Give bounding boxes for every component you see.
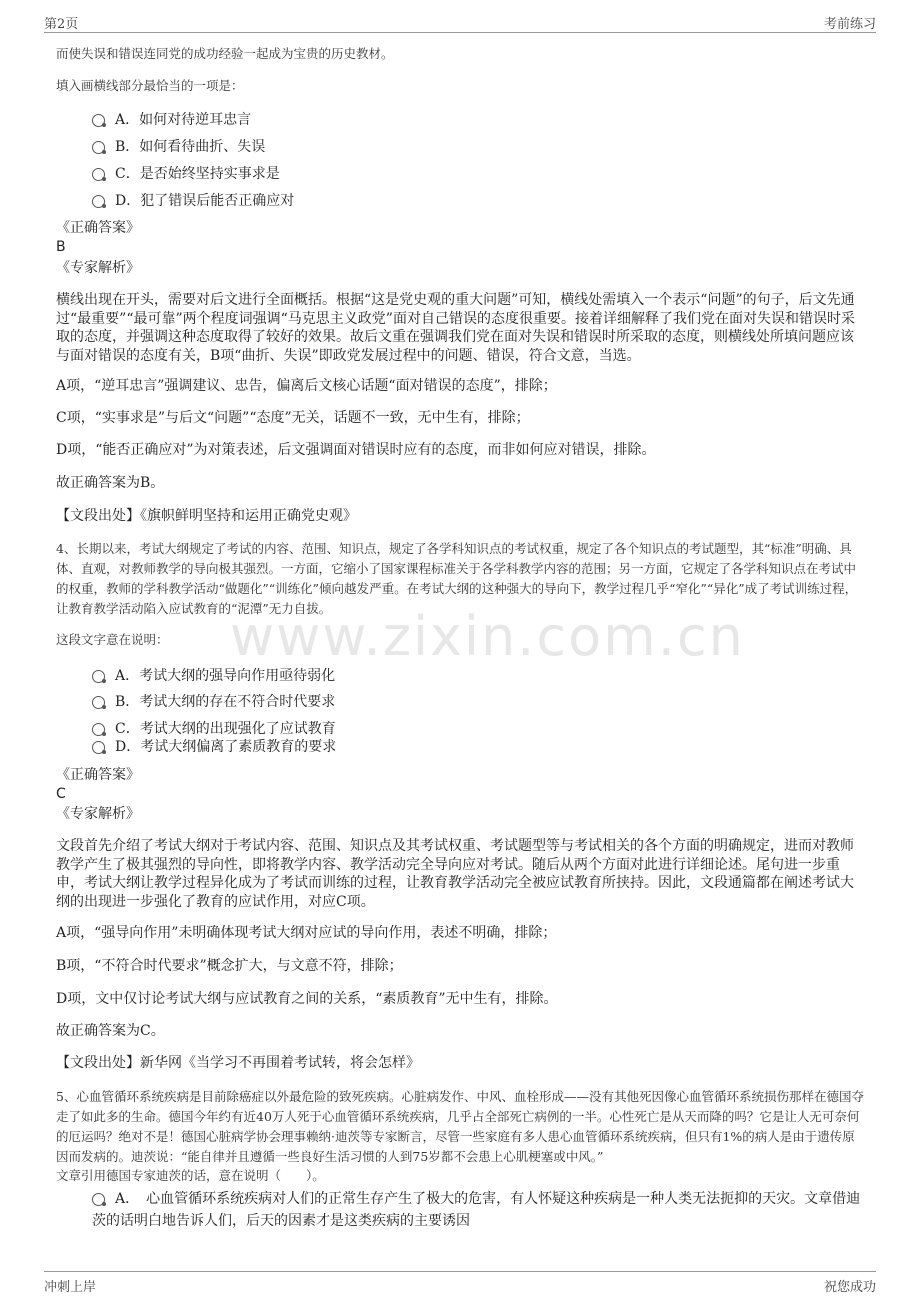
q4-conclusion: 故正确答案为C。 (56, 1023, 165, 1039)
radio-icon[interactable] (92, 114, 105, 127)
q4-analysis-a: A项，“强导向作用”未明确体现考试大纲对应试的导向作用，表述不明确，排除； (56, 925, 557, 941)
radio-icon[interactable] (92, 696, 105, 709)
q4-source: 【文段出处】新华网《当学习不再围着考试转，将会怎样》 (56, 1055, 420, 1071)
q3-analysis: 横线出现在开头，需要对后文进行全面概括。根据“这是党史观的重大问题”可知，横线处需填入一个表示“问题”的句子，后文先通过“最重要”“最可靠”两个程度词强调“马克思主义政党”面对自己错误的态度很重要。接着详细解释了我们党在面对失误和错误时采取的态度，并强调这种态度取得了较好的效果。故后文重在强调我们党在面对失误和错误时所采取的态度，则横线处所填问题应该与面对错误的态度有关，B项“曲折、失误”即政党发展过程中的问题、错误，符合文意，当选。 (56, 292, 855, 364)
q3-analysis-c: C项，“实事求是”与后文“问题”“态度”无关，话题不一致，无中生有，排除； (56, 410, 530, 426)
q4-option-b[interactable]: B．考试大纲的存在不符合时代要求 (92, 692, 335, 712)
q4-option-c[interactable]: C．考试大纲的出现强化了应试教育 (92, 719, 336, 739)
footer-left: 冲刺上岸 (44, 1280, 97, 1295)
q4-answer-label: 《正确答案》 (56, 767, 140, 783)
q5-option-a[interactable]: A． 心血管循环系统疾病对人们的正常生存产生了极大的危害，有人怀疑这种疾病是一种人类无法扼抑的天灾。文章借迪茨的话明白地告诉人们，后天的因素才是这类疾病的主要诱因 (92, 1191, 861, 1229)
page-number: 第2页 (44, 17, 79, 32)
q4-option-a[interactable]: A．考试大纲的强导向作用亟待弱化 (92, 666, 335, 686)
radio-icon[interactable] (92, 141, 105, 154)
q3-option-c[interactable]: C．是否始终坚持实事求是 (92, 164, 280, 184)
footer-right: 祝您成功 (823, 1280, 876, 1295)
radio-icon[interactable] (92, 741, 105, 754)
page-header (44, 10, 876, 33)
q3-answer-label: 《正确答案》 (56, 220, 140, 236)
q4-analysis-label: 《专家解析》 (56, 806, 140, 822)
watermark: www.zixin.com.cn (230, 605, 745, 668)
radio-icon[interactable] (92, 723, 105, 736)
q3-analysis-label: 《专家解析》 (56, 260, 140, 276)
radio-icon[interactable] (92, 168, 105, 181)
q3-intro: 而使失误和错误连同党的成功经验一起成为宝贵的历史教材。 (56, 46, 394, 61)
q3-option-b[interactable]: B．如何看待曲折、失误 (92, 137, 265, 157)
q3-answer: B (56, 239, 66, 255)
q3-prompt: 填入画横线部分最恰当的一项是： (56, 78, 244, 93)
page-footer (44, 1271, 876, 1295)
q3-source: 【文段出处】《旗帜鲜明坚持和运用正确党史观》 (56, 508, 357, 524)
radio-icon[interactable] (92, 195, 105, 208)
q5-stem: 5、心血管循环系统疾病是目前除癌症以外最危险的致死疾病。心脏病发作、中风、血栓形成——没有其他死因像心血管循环系统损伤那样在德国夺走了如此多的生命。德国今年约有近40万人死于心血管循环系统疾病，几乎占全部死亡病例的一半。心性死亡是从天而降的吗？它是让人无可奈何的厄运吗？绝对不是！德国心脏病学协会理事赖纳·迪茨等专家断言，尽管一些家庭有多人患心血管循环系统疾病，但只有1%的病人是由于遗传原因而发病的。迪茨说：“能自律并且遵循一些良好生活习惯的人到75岁都不会患上心肌梗塞或中风。” (56, 1089, 864, 1164)
header-title: 考前练习 (823, 17, 876, 32)
q4-analysis-d: D项，文中仅讨论考试大纲与应试教育之间的关系，“素质教育”无中生有，排除。 (56, 991, 558, 1007)
q4-analysis: 文段首先介绍了考试大纲对于考试内容、范围、知识点及其考试权重、考试题型等与考试相关的各个方面的明确规定，进而对教师教学产生了极其强烈的导向性，即将教学内容、教学活动完全导向应对考试。随后从两个方面对此进行详细论述。尾句进一步重申，考试大纲让教学过程异化成为了考试而训练的过程，让教育教学活动完全被应试教育所挟持。因此，文段通篇都在阐述考试大纲的出现进一步强化了教育的应试作用，对应C项。 (56, 838, 854, 910)
radio-icon[interactable] (92, 1193, 105, 1206)
q4-answer: C (56, 786, 66, 802)
q4-prompt: 这段文字意在说明： (56, 632, 169, 647)
radio-icon[interactable] (92, 670, 105, 683)
q4-option-d[interactable]: D．考试大纲偏离了素质教育的要求 (92, 737, 336, 757)
q3-option-d[interactable]: D．犯了错误后能否正确应对 (92, 191, 294, 211)
q3-analysis-a: A项，“逆耳忠言”强调建议、忠告，偏离后文核心话题“面对错误的态度”，排除； (56, 378, 557, 394)
q3-analysis-d: D项，“能否正确应对”为对策表述，后文强调面对错误时应有的态度，而非如何应对错误，排除。 (56, 442, 656, 458)
q5-prompt: 文章引用德国专家迪茨的话，意在说明（ ）。 (56, 1168, 325, 1183)
q4-stem: 4、长期以来，考试大纲规定了考试的内容、范围、知识点，规定了各学科知识点的考试权重，规定了各个知识点的考试题型，其“标准”明确、具体、直观，对教师教学的导向极其强烈。一方面，它缩小了国家课程标准关于各学科教学内容的范围；另一方面，它规定了各学科知识点在考试中的权重，教师的学科教学活动“做题化”“训练化”倾向越发严重。在考试大纲的这种强大的导向下，教学过程几乎“窄化”“异化”成了考试训练过程，让教育教学活动陷入应试教育的“泥潭”无力自拔。 (56, 541, 858, 616)
q3-option-a[interactable]: A．如何对待逆耳忠言 (92, 110, 251, 130)
q3-conclusion: 故正确答案为B。 (56, 475, 165, 491)
q4-analysis-b: B项，“不符合时代要求”概念扩大，与文意不符，排除； (56, 958, 403, 974)
